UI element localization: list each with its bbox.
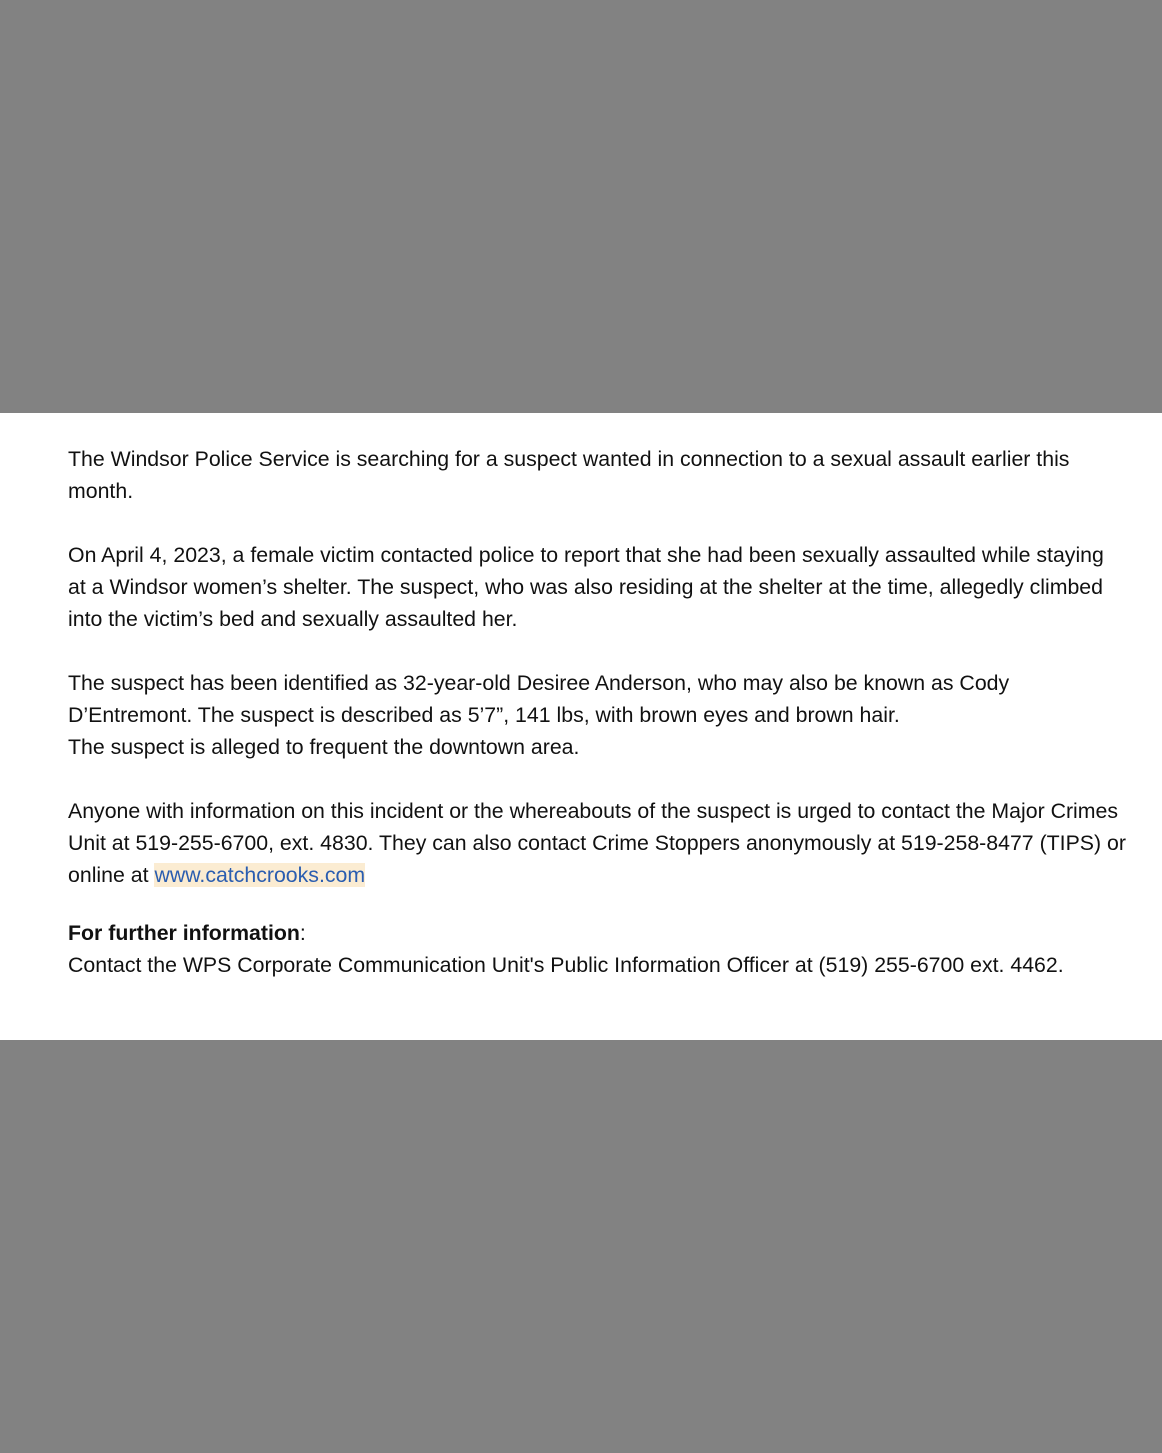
- paragraph-incident: On April 4, 2023, a female victim contacted police to report that she had been sexually assaulted while staying at a Windsor women’s shelter. The suspect, who was also residing at the shelter at the time, allegedly climbed into the victim’s bed and sexually assaulted her.: [68, 543, 1104, 631]
- catchcrooks-link[interactable]: www.catchcrooks.com: [154, 863, 366, 887]
- backdrop-bottom: [0, 1040, 1162, 1453]
- backdrop-top: [0, 0, 1162, 413]
- suspect-frequent-area-text: The suspect is alleged to frequent the downtown area.: [68, 735, 580, 759]
- further-information-heading: [68, 917, 1126, 949]
- suspect-description-text: The suspect has been identified as 32-year-old Desiree Anderson, who may also be known as Cody D’Entremont. The suspect is described as 5’7”, 141 lbs, with brown eyes and brown hair.: [68, 671, 1010, 727]
- further-information-colon: :: [299, 921, 306, 945]
- press-release-panel: [0, 413, 1162, 1040]
- further-information-label: For further information: [68, 921, 300, 945]
- paragraph-intro: The Windsor Police Service is searching for a suspect wanted in connection to a sexual assault earlier this month.: [68, 447, 1070, 503]
- contact-text: Anyone with information on this incident or the whereabouts of the suspect is urged to contact the Major Crimes Unit at 519-255-6700, ext. 4830. They can also contact Crime Stoppers anonymously at 519-258-8477 (TIPS) or online at: [68, 799, 1126, 887]
- further-information-text: Contact the WPS Corporate Communication Unit's Public Information Officer at (519) 255-6700 ext. 4462.: [68, 953, 1064, 977]
- paragraph-contact: [68, 795, 1126, 891]
- paragraph-suspect-description: [68, 667, 1126, 763]
